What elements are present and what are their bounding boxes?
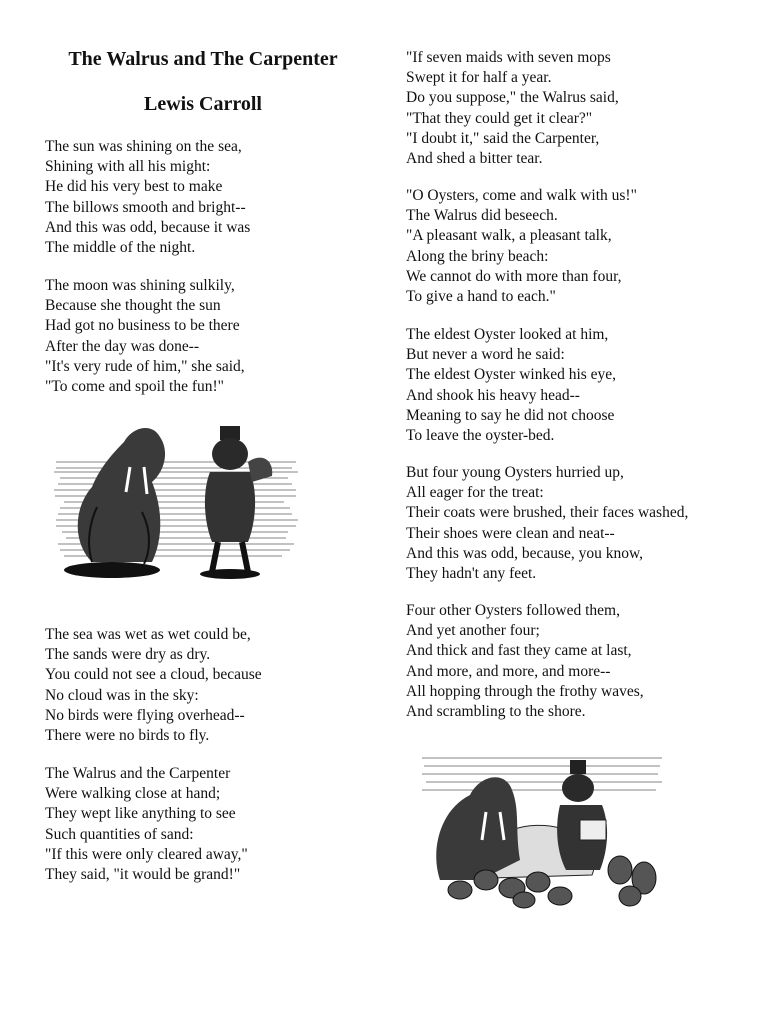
poem-line: "That they could get it clear?" xyxy=(406,109,593,127)
poem-line: Such quantities of sand: xyxy=(45,825,194,843)
walrus-carpenter-illustration xyxy=(52,412,300,584)
poem-line: The middle of the night. xyxy=(45,239,196,257)
poem-line: The Walrus did beseech. xyxy=(406,207,558,225)
poem-line: And more, and more, and more-- xyxy=(406,662,611,680)
poem-line: Because she thought the sun xyxy=(45,297,221,315)
poem-line: After the day was done-- xyxy=(45,337,200,355)
poem-line: All eager for the treat: xyxy=(406,484,544,502)
stanza xyxy=(406,601,644,722)
poem-line: Shining with all his might: xyxy=(45,158,211,176)
poem-line: The billows smooth and bright-- xyxy=(45,198,246,216)
poem-line: There were no birds to fly. xyxy=(45,727,210,745)
poem-line: "I doubt it," said the Carpenter, xyxy=(406,129,600,147)
stanza xyxy=(45,764,248,885)
poem-line: Were walking close at hand; xyxy=(45,785,221,803)
poem-line: They hadn't any feet. xyxy=(406,565,537,583)
poem-line: To give a hand to each." xyxy=(406,288,556,306)
poem-line: But four young Oysters hurried up, xyxy=(406,464,624,481)
poem-line: And scrambling to the shore. xyxy=(406,703,586,721)
poem-line: Four other Oysters followed them, xyxy=(406,602,620,619)
poem-line: Swept it for half a year. xyxy=(406,69,552,87)
poem-line: No cloud was in the sky: xyxy=(45,686,199,704)
poem-line: To leave the oyster-bed. xyxy=(406,427,555,445)
poem-line: And this was odd, because it was xyxy=(45,218,251,236)
poem-line: No birds were flying overhead-- xyxy=(45,706,245,724)
stanza xyxy=(406,186,637,307)
poem-line: The sands were dry as dry. xyxy=(45,646,211,664)
stanza xyxy=(406,325,616,446)
poem-line: And thick and fast they came at last, xyxy=(406,642,632,660)
poem-line: And shed a bitter tear. xyxy=(406,150,543,168)
poem-line: They wept like anything to see xyxy=(45,805,236,823)
poem-line: Had got no business to be there xyxy=(45,317,240,335)
poem-line: The eldest Oyster looked at him, xyxy=(406,326,609,343)
stanza xyxy=(45,137,250,258)
poem-title: The Walrus and The Carpenter xyxy=(68,48,338,70)
poem-line: The moon was shining sulkily, xyxy=(45,277,235,294)
stanza xyxy=(406,463,688,584)
poem-line: "O Oysters, come and walk with us!" xyxy=(406,187,637,204)
poem-line: All hopping through the frothy waves, xyxy=(406,682,644,700)
poem-line: We cannot do with more than four, xyxy=(406,267,622,285)
poem-line: "To come and spoil the fun!" xyxy=(45,378,225,396)
poem-line: But never a word he said: xyxy=(406,346,565,364)
poem-line: And yet another four; xyxy=(406,622,540,640)
poem-line: "If this were only cleared away," xyxy=(45,845,248,863)
walrus-carpenter-oysters-illustration xyxy=(420,750,664,910)
poem-line: The sea was wet as wet could be, xyxy=(45,626,251,643)
poem-line: The Walrus and the Carpenter xyxy=(45,765,231,782)
poem-line: The sun was shining on the sea, xyxy=(45,138,242,155)
poem-line: You could not see a cloud, because xyxy=(45,666,262,684)
poem-line: Meaning to say he did not choose xyxy=(406,406,615,424)
poem-line: And shook his heavy head-- xyxy=(406,386,580,404)
stanza xyxy=(45,625,262,746)
poem-line: "A pleasant walk, a pleasant talk, xyxy=(406,227,612,245)
poem-line: The eldest Oyster winked his eye, xyxy=(406,366,617,384)
poem-line: And this was odd, because, you know, xyxy=(406,544,644,562)
poem-line: Their shoes were clean and neat-- xyxy=(406,524,615,542)
poem-line: Do you suppose," the Walrus said, xyxy=(406,89,619,107)
poem-author: Lewis Carroll xyxy=(144,93,262,115)
poem-line: He did his very best to make xyxy=(45,178,223,196)
stanza xyxy=(45,276,245,397)
poem-line: Along the briny beach: xyxy=(406,247,549,265)
poem-line: "It's very rude of him," she said, xyxy=(45,357,245,375)
poem-line: They said, "it would be grand!" xyxy=(45,866,241,884)
poem-line: Their coats were brushed, their faces washed, xyxy=(406,504,689,522)
poem-line: "If seven maids with seven mops xyxy=(406,49,611,66)
stanza xyxy=(406,48,619,169)
